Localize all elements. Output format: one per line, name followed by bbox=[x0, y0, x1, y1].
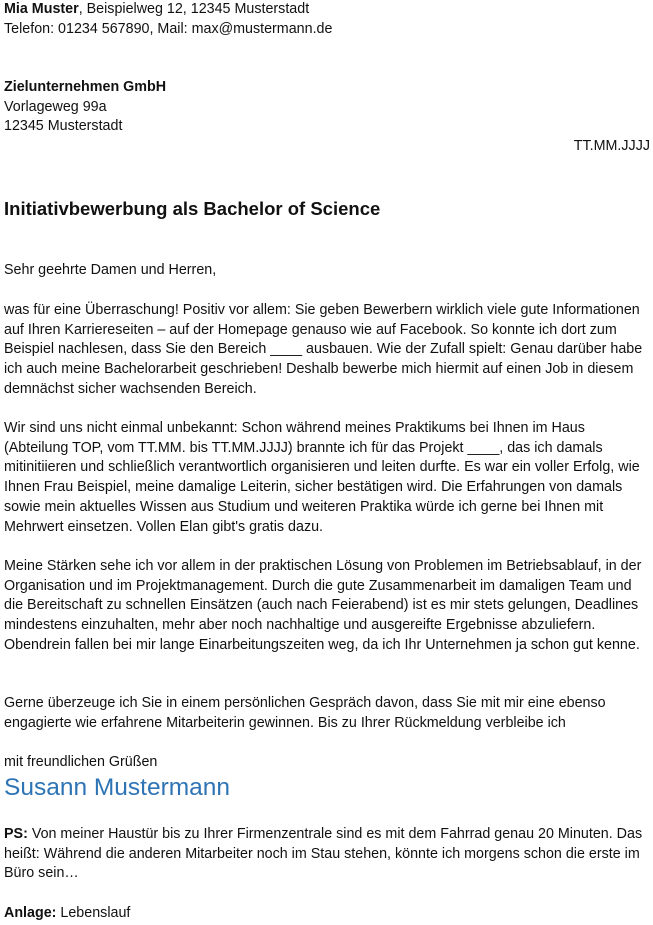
salutation: Sehr geehrte Damen und Herren, bbox=[4, 262, 217, 278]
letter-date: TT.MM.JJJJ bbox=[573, 138, 650, 154]
recipient-company: Zielunternehmen GmbH bbox=[4, 79, 167, 95]
signature: Susann Mustermann bbox=[4, 774, 231, 801]
sender-line bbox=[4, 0, 650, 20]
sender-block bbox=[4, 0, 650, 39]
sender-name: Mia Muster bbox=[4, 1, 79, 17]
body-paragraph: Gerne überzeuge ich Sie in einem persönlichen Gespräch davon, dass Sie mit mir eine ebenso engagierte wie erfahrene Mitarbeiterin gewinnen. Bis zu Ihrer Rückmeldung verbleibe ich bbox=[4, 695, 606, 731]
attachment-text: Lebenslauf bbox=[56, 905, 131, 921]
body-paragraph: was für eine Überraschung! Positiv vor allem: Sie geben Bewerbern wirklich viele gute Informationen auf Ihren Karriereseiten – auf der Homepage genauso wie auf Facebook. So konnte ich dort zum Beispiel nachlesen, dass Sie den Bereich ____ ausbauen. Wie der Zufall spielt: Genau darüber habe ich auch meine Bachelorarbeit geschrieben! Deshalb bewerbe mich hiermit auf einen Job in diesem demnächst sicher wachsenden Bereich. bbox=[4, 302, 643, 397]
attachment-label: Anlage: bbox=[4, 905, 57, 921]
letter-subject: Initiativbewerbung als Bachelor of Science bbox=[4, 198, 381, 219]
recipient-street: Vorlageweg 99a bbox=[4, 98, 107, 115]
postscript bbox=[4, 825, 652, 884]
sender-address: , Beispielweg 12, 12345 Musterstadt bbox=[78, 1, 310, 17]
postscript-label: PS: bbox=[4, 826, 28, 842]
attachment-line bbox=[4, 904, 130, 924]
body-paragraph: Wir sind uns nicht einmal unbekannt: Schon während meines Praktikums bei Ihnen im Haus (Abteilung TOP, vom TT.MM. bis TT.MM.JJJJ) brannte ich für das Projekt ____, das ich damals mitinitiieren und schließlich verantwortlich organisieren und leiten durfte. Es war ein voller Erfolg, wie Ihnen Frau Beispiel, meine damalige Leiterin, sicher bestätigen wird. Die Erfahrungen von damals sowie mein aktuelles Wissen aus Studium und weiteren Praktika würde ich gerne bei Ihnen mit Mehrwert einsetzen. Vollen Elan gibt's gratis dazu. bbox=[4, 420, 640, 535]
postscript-text: Von meiner Haustür bis zu Ihrer Firmenzentrale sind es mit dem Fahrrad genau 20 Minuten. Das heißt: Während die anderen Mitarbeiter noch im Stau stehen, könnte ich morgens schon die erste im Büro sein… bbox=[4, 826, 643, 882]
recipient-city: 12345 Musterstadt bbox=[4, 118, 123, 135]
recipient-block bbox=[4, 78, 650, 137]
closing-phrase: mit freundlichen Grüßen bbox=[4, 754, 158, 770]
sender-contact: Telefon: 01234 567890, Mail: max@mustermann.de bbox=[4, 20, 333, 37]
body-paragraph: Meine Stärken sehe ich vor allem in der praktischen Lösung von Problemen im Betriebsablauf, in der Organisation und im Projektmanagement. Durch die gute Zusammenarbeit im damaligen Team und die Bereitschaft zu schnellen Einsätzen (auch nach Feierabend) ist es mir stets gelungen, Deadlines mindestens einzuhalten, mehr aber noch nachhaltige und ausgereifte Ergebnisse abzuliefern. Obendrein fallen bei mir lange Einarbeitungszeiten weg, da ich Ihr Unternehmen ja schon gut kenne. bbox=[4, 558, 642, 653]
